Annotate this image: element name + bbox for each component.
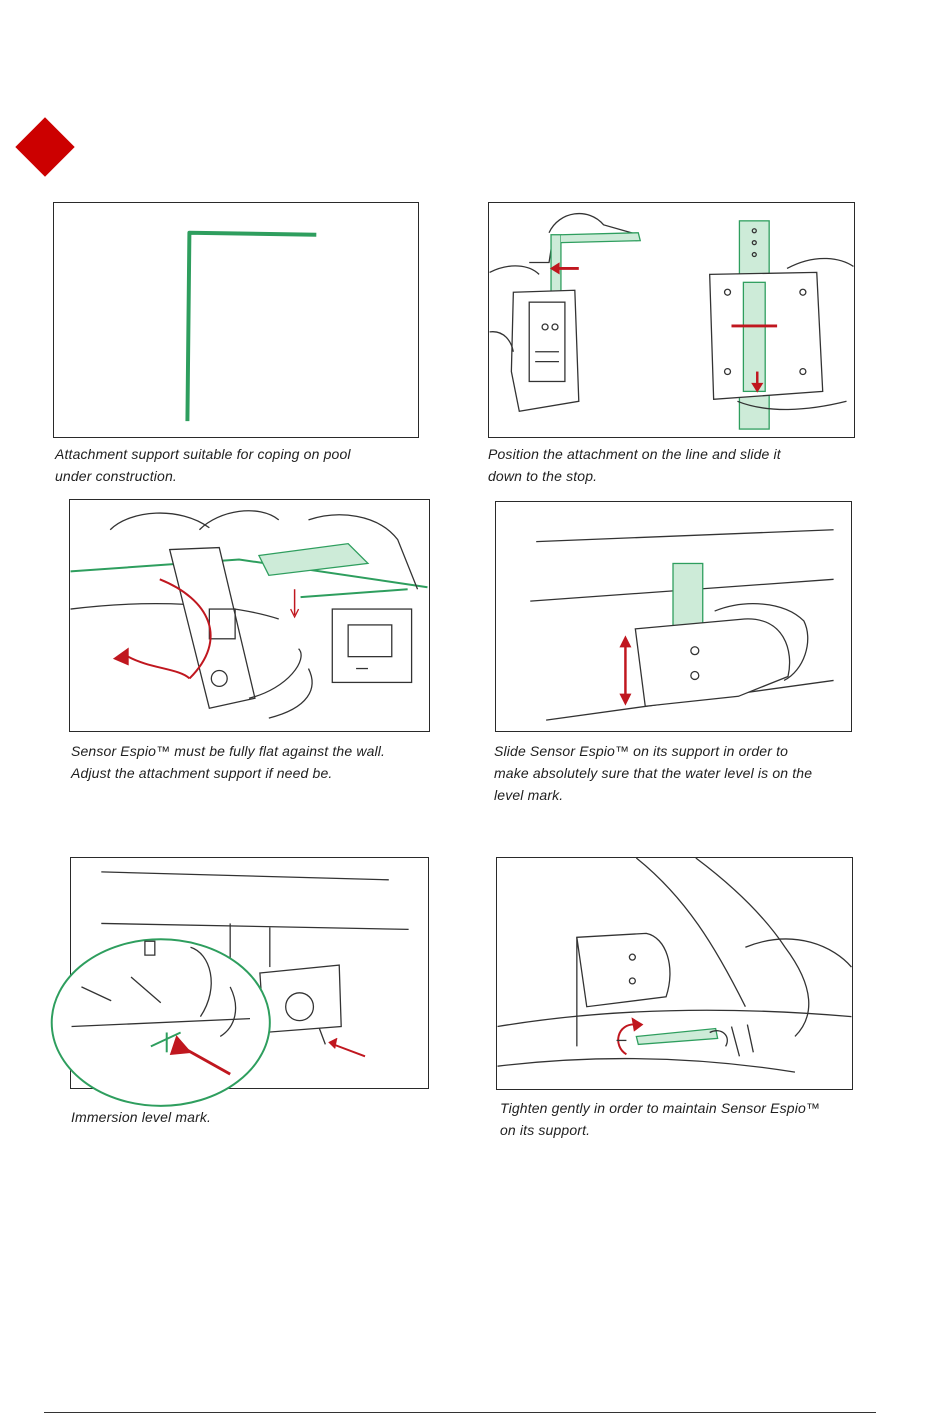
step-5-caption: [71, 1106, 433, 1128]
caption-line: Attachment support suitable for coping on pool: [55, 446, 351, 462]
step-1-caption: [55, 443, 423, 487]
step-1-illustration: [53, 202, 419, 438]
caption-line: Tighten gently in order to maintain Sensor Espio™: [500, 1100, 821, 1116]
step-2-illustration: [488, 202, 855, 438]
step-4-caption: [494, 740, 854, 806]
caption-line: down to the stop.: [488, 468, 598, 484]
caption-line: Slide Sensor Espio™ on its support in order to: [494, 743, 789, 759]
caption-line: make absolutely sure that the water level is on the: [494, 765, 813, 781]
caption-line: on its support.: [500, 1122, 591, 1138]
caption-line: under construction.: [55, 468, 177, 484]
step-3-illustration: [69, 499, 430, 732]
caption-line: Immersion level mark.: [71, 1109, 212, 1125]
caption-line: Adjust the attachment support if need be.: [71, 765, 333, 781]
footer-divider: [44, 1412, 876, 1413]
step-2-caption: [488, 443, 856, 487]
step-5-illustration: [70, 857, 429, 1089]
step-4-illustration: [495, 501, 852, 732]
section-marker-diamond-icon: [15, 117, 74, 176]
step-3-caption: [71, 740, 433, 784]
caption-line: Position the attachment on the line and slide it: [488, 446, 781, 462]
step-6-illustration: [496, 857, 853, 1090]
step-6-caption: [500, 1097, 864, 1141]
caption-line: Sensor Espio™ must be fully flat against the wall.: [71, 743, 386, 759]
caption-line: level mark.: [494, 787, 564, 803]
